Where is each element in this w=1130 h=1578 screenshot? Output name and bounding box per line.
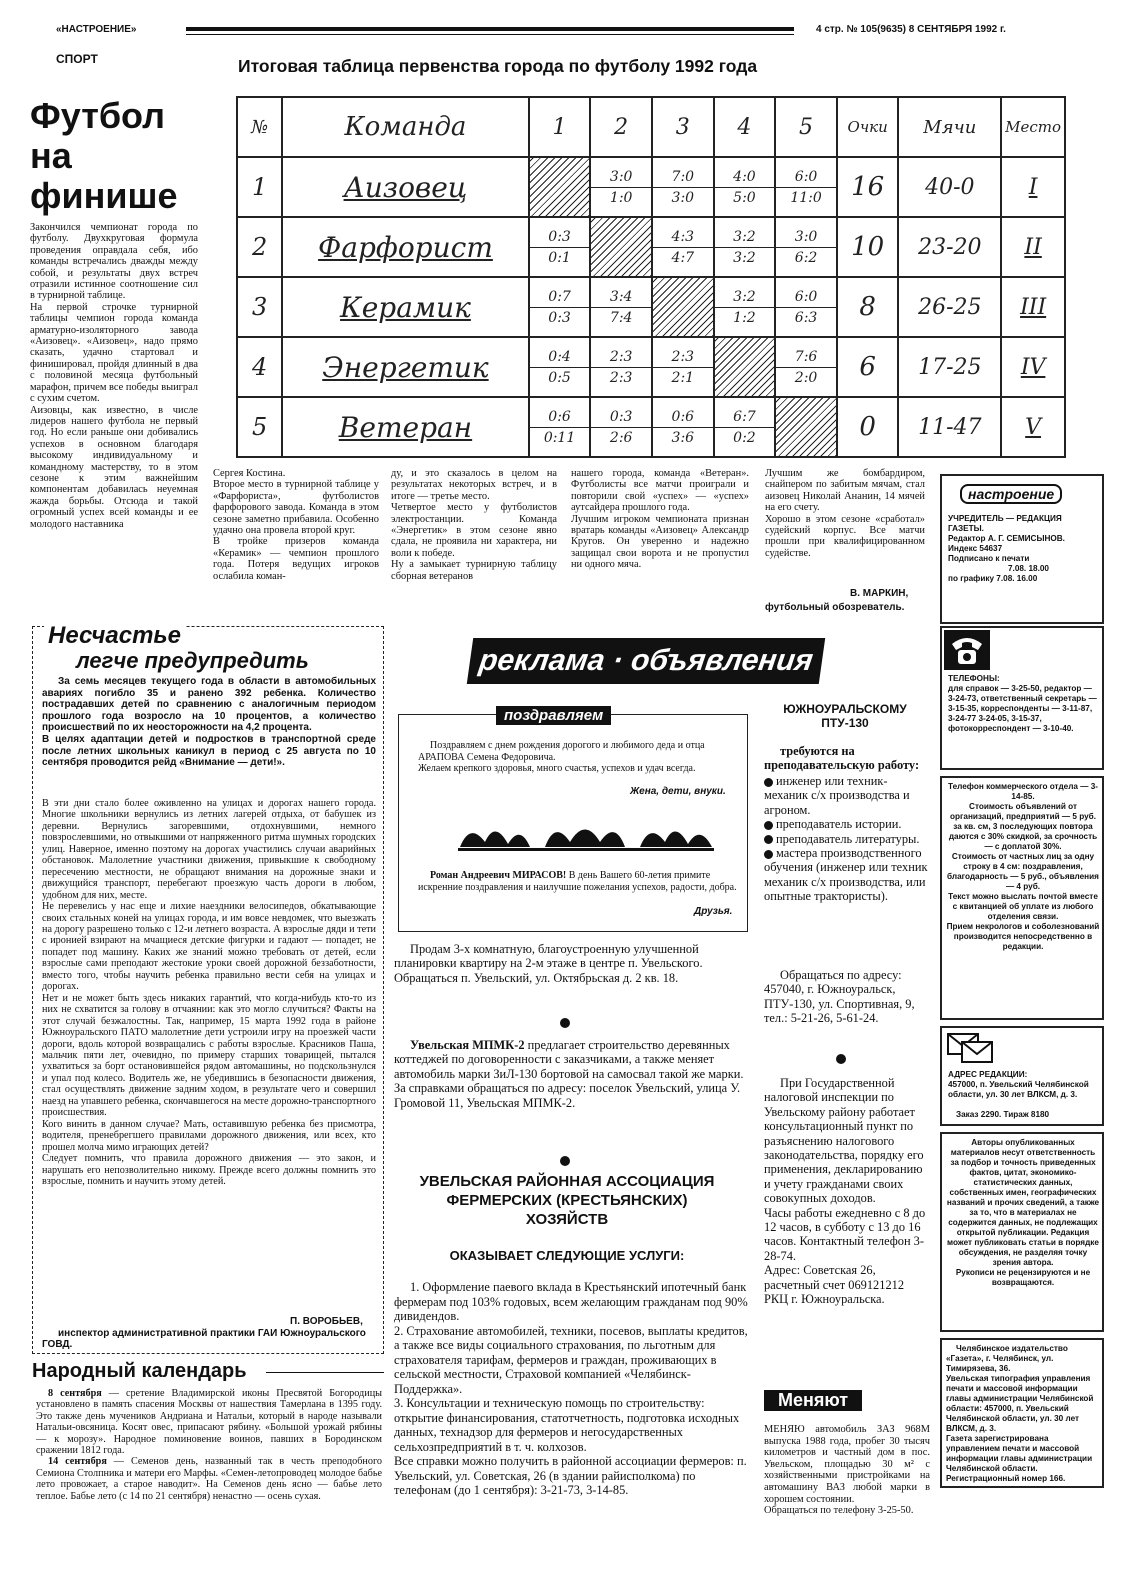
score-first-round: 0:4 — [530, 347, 590, 368]
score-cell — [652, 397, 714, 457]
score-cell — [590, 277, 652, 337]
score-second-round: 0:2 — [733, 429, 756, 446]
table-row — [237, 157, 1065, 217]
assoc-body: 1. Оформление паевого вклада в Крестьянский ипотечный банк фермерам под 103% годовых, всем желающим гражданам под 90% дивидендов. 2. Страхование автомобилей, техники, посевов, выплаты кредитов, а также все виды социального страхования, по льготным для страхователя тарифам, фермеров и граждан, проживающих в сельской местности, Страховой компанией «Челябинск-Поддержка». 3. Консультации и техническую помощь по строительству: открытие финансирования, статотчетность, подготовка исходных данных, технадзор для фермеров и негосударственных сельхозпредприятий в т. ч. колхозов. Все справки можно получить в районной ассоциации фермеров: п. Увельский, ул. Советская, 26 (в здании райисполкома) по телефонам (до 1 сентября): 3-21-73, 3-14-85. — [394, 1280, 748, 1497]
calendar-paragraph — [36, 1388, 382, 1456]
place-cell: II — [1001, 217, 1065, 277]
team-name: Энергетик — [282, 337, 529, 397]
list-item — [764, 774, 928, 817]
header-cell: 1 — [529, 97, 591, 157]
score-second-round: 6:2 — [794, 249, 818, 266]
score-second-round: 7:4 — [609, 309, 633, 326]
safety-author-role: инспектор административной практики ГАИ Южноуральского ГОВД. — [42, 1328, 366, 1350]
football-author: В. МАРКИН, — [850, 588, 909, 599]
score-first-round: 7:6 — [776, 347, 836, 368]
ptu-list — [764, 774, 928, 904]
score-second-round: 1:2 — [733, 309, 756, 326]
team-name: Ветеран — [282, 397, 529, 457]
safety-lead: За семь месяцев текущего года в области в автомобильных авариях погибло 35 и ранено 392 ребенка. Количество пострадавших детей по сравнению с аналогичным периодом прошлого года возросло на 10 процентов, а количество происшествий по их неосторожности на 4,2 процента. В целях адаптации детей и подростков в транспортной среде после летних школьных каникул в период с 25 августа по 10 сентября проводится рейд «Внимание — дети!». — [42, 676, 376, 769]
ad-flat: Продам 3-х комнатную, благоустроенную улучшенной планировки квартиру на 2-м этаже в центре п. Увельского. Обращаться п. Увельский, ул. Октябрьская д. 2 кв. 18. — [394, 942, 703, 985]
score-cell — [714, 397, 776, 457]
score-first-round: 3:0 — [776, 227, 836, 248]
score-first-round: 7:0 — [653, 167, 713, 188]
header-rule — [186, 27, 794, 31]
safety-headline: Несчастье — [44, 622, 185, 650]
score-second-round: 2:0 — [794, 369, 818, 386]
goals-cell: 23-20 — [898, 217, 1001, 277]
score-second-round: 0:5 — [548, 369, 571, 386]
points-cell: 0 — [837, 397, 899, 457]
bullet-icon — [764, 778, 773, 787]
header-rule-thin — [186, 34, 794, 35]
score-second-round: 3:2 — [733, 249, 756, 266]
safety-body: В эти дни стало более оживленно на улицах и дорогах нашего города. Многие школьники вернулись из летних лагерей отдыха, от бабушек из деревни. Вернулись загоревшими, отдохнувшими, немного повзрослевшими, но отвыкшими от напряженного ритма шумных городских улиц. Наверное, именно поэтому на дорогах участились случаи аварийных обстановок. Малолетние участники движения, привыкшие к свободному пересечению местности, не обращают внимания на дорожные знаки и движущийся транспорт, перебегают проезжую часть дороги в любом, удобном для них, месте. Не перевелись у нас еще и лихие наездники велосипедов, обкатывающие своих стальных коней на улицах города, и им вовсе невдомек, что выезжать на дорогу разрешено только с 12-и летнего возраста. А взрослые дяди и тети с иронией взирают на мчащиеся детские фигурки и гадают — попадет, не попадет под машину. Каких же знаний можно требовать от детей, если взрослые сами преподают жестокие уроки своей дорожной беззаботности, вместо того, чтобы научить ребенка правильно вести себя на улицах и дорогах. Нет и не может быть здесь никаких гарантий, что когда-нибудь кто-то из них не схватится за голову в отчаянии: как это могло случиться? Факты на этот случай безжалостны. Так, например, 15 марта 1992 года в районе Южноуральского ПАТО малолетние дети устроили игру на проезжей части дороги, вдоль которой возвращались с работы взрослые. Красников Паша, мальчик пяти лет, очевидно, по примеру старших товарищей, пытался ухватиться за борт остановившейся рядом автомашины, но подскользнулся и упал под колесо. Водитель же, не убедившись в безопасности движения, стал осуществлять движение задним ходом, в результате чего и совершил наезд на упавшего ребенка, скончавшегося на месте дорожно-транспортного происшествия. Кого винить в данном случае? Мать, оставившую ребенка без присмотра, водителя, пренебрегшего правилами дорожного движения, или всех, кто прошел молча мимо играющих детей? Следует помнить, что правила дорожного движения — это закон, и нарушать его непозволительно никому. Прежде всего должны помнить это взрослые, помнить и научить этому детей. — [42, 798, 376, 1187]
score-first-round: 3:4 — [591, 287, 651, 308]
score-second-round: 3:0 — [671, 189, 695, 206]
telephone-icon — [944, 630, 990, 670]
imprint — [948, 514, 1098, 584]
place-cell: IV — [1001, 337, 1065, 397]
row-number: 5 — [237, 397, 282, 457]
ads-banner-text: реклама · объявления — [477, 644, 816, 677]
header-cell: 5 — [775, 97, 837, 157]
score-second-round: 5:0 — [733, 189, 756, 206]
order-info: Заказ 2290. Тираж 8180 — [956, 1110, 1050, 1119]
list-item — [764, 817, 928, 831]
score-first-round: 0:3 — [530, 227, 590, 248]
score-second-round: 0:1 — [548, 249, 571, 266]
list-item — [764, 832, 928, 846]
greeting-1: Поздравляем с днем рождения дорогого и любимого деда и отца АРАПОВА Семена Федоровича. Желаем крепкого здоровья, много счастья, успехов и удач всегда. — [418, 740, 705, 774]
team-name: Фарфорист — [282, 217, 529, 277]
header-cell: 3 — [652, 97, 714, 157]
calendar-headline: Народный календарь — [32, 1360, 247, 1382]
score-second-round: 2:1 — [671, 369, 695, 386]
calendar-body — [36, 1388, 382, 1502]
diagonal-cell — [590, 217, 652, 277]
score-cell — [652, 337, 714, 397]
score-first-round: 4:3 — [653, 227, 713, 248]
diagonal-cell — [775, 397, 837, 457]
score-second-round: 11:0 — [790, 189, 822, 206]
points-cell: 8 — [837, 277, 899, 337]
ptu-address: Обращаться по адресу: 457040, г. Южноуральск, ПТУ-130, ул. Спортивная, 9, тел.: 5-21-26, 5-61-24. — [764, 968, 915, 1026]
greeting-2-text: В день Вашего 60-летия примите искренние поздравления и наилучшие пожелания успехов, радости, добра. — [418, 870, 737, 893]
score-first-round: 6:7 — [715, 407, 775, 428]
list-item-text: мастера производственного обучения (инженер или техник механик с/х производства, или опытные трактористы). — [764, 846, 928, 904]
score-second-round: 6:3 — [794, 309, 818, 326]
score-second-round: 3:6 — [671, 429, 695, 446]
calendar-text: — сретение Владимирской иконы Пресвятой Богородицы установлено в память спасения Москвы от нашествия Тамерлана в 1395 году. Это также день мучеников Андриана и Натальи, который в народе называли Натальи-овсяница. Косят овес, припасают рябину. «Большой урожай рябины — к морозу». Народное поминовение воинов, павших в Бородинском сражении 1812 года. — [36, 1388, 382, 1457]
calendar-date: 8 сентября — [48, 1388, 102, 1399]
article-text: Закончился чемпионат города по футболу. Двухкруговая формула проведения оправдала себя, ибо команды встречались дважды между собой, и результаты двух встреч отразили истинное соотношение сил в турнирной таблице. На первой строчке турнирной таблицы чемпион города команда арматурно-изоляторного завода «Аизовец». «Аизовец», надо прямо сказать, удачно стартовал и финишировал, пройдя длинный в два с половиной месяца футбольный марафон, причем все победы выиграл с сухим счетом. Аизовцы, как известно, в числе лидеров нашего футбола не первый год. Но если раньше они добивались успехов в основном благодаря высокому индивидуальному и командному мастерству, то в этом сезоне к этим важнейшим компонентам добавилась неуемная жажда борьбы. Отсюда и такой огромный успех всей команды и ее молодого наставника — [30, 222, 198, 530]
swap-title: Меняют — [764, 1390, 862, 1411]
score-first-round: 0:7 — [530, 287, 590, 308]
score-first-round: 3:2 — [715, 287, 775, 308]
goals-cell: 11-47 — [898, 397, 1001, 457]
header-cell: Место — [1001, 97, 1065, 157]
bullet-icon — [764, 835, 773, 844]
ptu-required — [764, 744, 928, 773]
diagonal-cell — [652, 277, 714, 337]
bullet-icon — [764, 821, 773, 830]
table-row — [237, 337, 1065, 397]
goals-cell: 26-25 — [898, 277, 1001, 337]
rubric-label: СПОРТ — [56, 52, 98, 66]
team-name: Керамик — [282, 277, 529, 337]
imprint-schedule: 7.08. 18.00 — [1008, 564, 1049, 573]
list-item-text: инженер или техник-механик с/х производства и агроном. — [764, 774, 910, 817]
article-text: Сергея Костина. Второе место в турнирной таблице у «Фарфориста», футболистов фарфорового завода. Команда в этом сезоне заметно прибавила. Особенно удачно она провела второй круг. В тройке призеров команда «Керамик» — чемпион прошлого года. Потеря ведущих игроков ослабила коман- — [213, 468, 379, 582]
diagonal-cell — [714, 337, 776, 397]
score-cell — [590, 397, 652, 457]
bullet-icon — [764, 850, 773, 859]
phones — [948, 674, 1098, 734]
football-col-4 — [571, 468, 749, 571]
table-row — [237, 217, 1065, 277]
football-col-1 — [30, 222, 198, 530]
score-cell — [775, 337, 837, 397]
goals-cell: 40-0 — [898, 157, 1001, 217]
calendar-date: 14 сентября — [48, 1456, 107, 1468]
points-cell: 6 — [837, 337, 899, 397]
article-text: Лучшим же бомбардиром, снайпером по забитым мячам, стал аизовец Николай Ананин, 14 мячей на его счету. Хорошо в этом сезоне «сработал» судейский корпус. Все матчи прошли при квалифицированном судействе. — [765, 468, 925, 559]
list-item-text: преподаватель литературы. — [776, 831, 920, 846]
swap-ad: МЕНЯЮ автомобиль ЗАЗ 968М выпуска 1988 года, пробег 30 тысяч километров и частный дом в пос. Увельском, площадью 30 м² с хозяйственными пристройками на автомашину ВАЗ любой марки в хорошем состоянии. Обращаться по телефону 3-25-50. — [764, 1424, 930, 1517]
score-first-round: 3:2 — [715, 227, 775, 248]
assoc-title: УВЕЛЬСКАЯ РАЙОННАЯ АССОЦИАЦИЯ ФЕРМЕРСКИХ (КРЕСТЬЯНСКИХ) ХОЗЯЙСТВ — [419, 1173, 715, 1228]
score-first-round: 0:3 — [591, 407, 651, 428]
header-cell: № — [237, 97, 282, 157]
commerce-info: Телефон коммерческого отдела — 3-14-85. Стоимость объявлений от организаций, предприятий — 5 руб. за кв. см, 3 последующих повтора даются с 30% скидкой, за срочность — с доплатой 30%. Стоимость от частных лиц за одну строку в 4 см: поздравления, благодарность — 5 руб., объявления — 4 руб. Текст можно выслать почтой вместе с квитанцией об уплате из любого отделения связи. Прием некрологов и соболезнований производится непосредственно в редакции. — [946, 782, 1100, 951]
print-info: Челябинское издательство «Газета», г. Челябинск, ул. Тимирязева, 36. Увельская типография управления печати и массовой информации главы администрации Челябинской области: 457000, п. Увельский Челябинской области, ул. 30 лет ВЛКСМ, д. 3. Газета зарегистрирована управлением печати и массовой информации главы администрации Челябинской области. Регистрационный номер 166. — [946, 1344, 1094, 1483]
article-text: ду, и это сказалось в целом на результатах некоторых встреч, и в итоге — третье место. Четвертое место у футболистов электростанции. Команда «Энергетик» в этом сезоне явно сдала, не проявила ни характера, ни воли к победе. Ну а замыкает турнирную таблицу сборная ветеранов — [391, 468, 557, 582]
score-first-round: 4:0 — [715, 167, 775, 188]
imprint-signed: Подписано к печати — [948, 554, 1030, 563]
score-first-round: 3:0 — [591, 167, 651, 188]
greeting-1-sign: Жена, дети, внуки. — [630, 786, 726, 797]
ornament-graphic — [450, 812, 740, 862]
header-cell: Мячи — [898, 97, 1001, 157]
calendar-rule — [266, 1372, 384, 1373]
score-first-round: 6:0 — [776, 167, 836, 188]
greeting-2 — [418, 870, 738, 893]
score-second-round: 2:3 — [609, 369, 633, 386]
issue-info: 4 стр. № 105(9635) 8 СЕНТЯБРЯ 1992 г. — [816, 24, 1006, 35]
score-cell — [775, 277, 837, 337]
greeting-2-sign: Друзья. — [694, 906, 733, 917]
table-row — [237, 277, 1065, 337]
place-cell: III — [1001, 277, 1065, 337]
paper-logo: настроение — [960, 484, 1062, 504]
authors-note: Авторы опубликованных материалов несут ответственность за подбор и точность приведенных фактов, цитат, экономико-статистических данных, собственных имен, географических названий и прочих сведений, а также за то, что в материалах не содержится данных, не подлежащих открытой публикации. Редакция может публиковать статьи в порядке обсуждения, не разделяя точку зрения автора. Рукописи не рецензируются и не возвращаются. — [946, 1138, 1100, 1287]
separator-dot — [560, 1156, 570, 1166]
score-cell — [590, 157, 652, 217]
score-cell — [652, 157, 714, 217]
score-cell — [529, 337, 591, 397]
greeting-2-name: Роман Андреевич МИРАСОВ! — [430, 870, 567, 881]
address-title: АДРЕС РЕДАКЦИИ: — [948, 1070, 1028, 1079]
calendar-text: — Семенов день, названный так в честь преподобного Семиона Столпника и матери его Марфы. «Семен-летопроводец молодое бабье лето провожает, а старое наводит». На Семенов день ясно — бабье лето теплое. Бабье лето (с 14 по 21 сентября) ненастно — осень сухая. — [36, 1456, 382, 1502]
address — [948, 1070, 1100, 1100]
ptu-title: ЮЖНОУРАЛЬСКОМУ ПТУ-130 — [783, 702, 907, 730]
list-item-text: преподаватель истории. — [776, 817, 902, 832]
ad-mpmk-name: Увельская МПМК-2 — [410, 1038, 525, 1052]
calendar-paragraph — [36, 1456, 382, 1502]
table-row — [237, 397, 1065, 457]
header-cell: 4 — [714, 97, 776, 157]
separator-dot — [836, 1054, 846, 1064]
header-cell: Очки — [837, 97, 899, 157]
score-cell — [529, 217, 591, 277]
football-col-5 — [765, 468, 925, 559]
score-cell — [714, 157, 776, 217]
score-cell — [775, 157, 837, 217]
address-text: 457000, п. Увельский Челябинской области, ул. 30 лет ВЛКСМ, д. 3. — [948, 1080, 1089, 1099]
score-second-round: 2:6 — [609, 429, 633, 446]
score-first-round: 6:0 — [776, 287, 836, 308]
row-number: 2 — [237, 217, 282, 277]
article-text: нашего города, команда «Ветеран». Футболисты все матчи проиграли и повторили свой «успех» — «успех» аутсайдера прошлого года. Лучшим игроком чемпионата признан вратарь команды «Аизовец» Александр Кругов. Он уверенно и надежно защищал свои ворота и не пропустил ни одного мяча. — [571, 468, 749, 571]
envelope-icon — [946, 1030, 994, 1064]
greetings-label: поздравляем — [496, 706, 611, 725]
imprint-index: Индекс 54637 — [948, 544, 1003, 553]
imprint-founder: УЧРЕДИТЕЛЬ — РЕДАКЦИЯ ГАЗЕТЫ. — [948, 514, 1062, 533]
header-cell: Команда — [282, 97, 529, 157]
football-col-3 — [391, 468, 557, 582]
phones-text: для справок — 3-25-50, редактор — 3-24-73, ответственный секретарь — 3-15-35, корреспонденты — 3-11-87, 3-24-77 3-24-05, 3-15-37, фотокорреспондент — 3-10-40. — [948, 684, 1097, 733]
score-first-round: 2:3 — [653, 347, 713, 368]
football-headline: Футбол на финише — [30, 95, 178, 216]
score-cell — [590, 337, 652, 397]
football-col-2 — [213, 468, 379, 582]
imprint-editor: Редактор А. Г. СЕМИСЫНОВ. — [948, 534, 1065, 543]
row-number: 4 — [237, 337, 282, 397]
score-cell — [529, 397, 591, 457]
assoc-subtitle: ОКАЗЫВАЕТ СЛЕДУЮЩИЕ УСЛУГИ: — [449, 1248, 685, 1263]
masthead-paper-name: «НАСТРОЕНИЕ» — [56, 24, 137, 35]
football-results-table — [236, 96, 1066, 458]
ptu-required-text: требуются на преподавательскую работу: — [764, 744, 920, 773]
points-cell: 10 — [837, 217, 899, 277]
score-first-round: 0:6 — [530, 407, 590, 428]
score-cell — [775, 217, 837, 277]
phones-title: ТЕЛЕФОНЫ: — [948, 674, 1000, 683]
place-cell: I — [1001, 157, 1065, 217]
table-header-row — [237, 97, 1065, 157]
score-cell — [714, 277, 776, 337]
score-first-round: 0:6 — [653, 407, 713, 428]
score-first-round: 2:3 — [591, 347, 651, 368]
list-item — [764, 846, 928, 904]
ads-banner — [467, 638, 825, 684]
points-cell: 16 — [837, 157, 899, 217]
score-cell — [652, 217, 714, 277]
ad-mpmk — [394, 1038, 748, 1110]
team-name: Аизовец — [282, 157, 529, 217]
score-cell — [714, 217, 776, 277]
row-number: 1 — [237, 157, 282, 217]
diagonal-cell — [529, 157, 591, 217]
score-cell — [529, 277, 591, 337]
tax-ad: При Государственной налоговой инспекции по Увельскому району работает консультационный пункт по разъяснению налогового законодательства, порядку его применения, декларированию и учету гражданами своих совокупных доходов. Часы работы ежедневно с 8 до 12 часов, в субботу с 13 до 16 часов. Контактный телефон 3-28-74. Адрес: Советская 26, расчетный счет 069121212 РКЦ г. Южноуральска. — [764, 1076, 926, 1307]
score-second-round: 4:7 — [671, 249, 695, 266]
safety-author: П. ВОРОБЬЕВ, — [290, 1316, 363, 1327]
row-number: 3 — [237, 277, 282, 337]
football-table-title: Итоговая таблица первенства города по футболу 1992 года — [238, 56, 758, 76]
header-cell: 2 — [590, 97, 652, 157]
goals-cell: 17-25 — [898, 337, 1001, 397]
imprint-schedule-2: по графику 7.08. 16.00 — [948, 574, 1038, 583]
score-second-round: 0:3 — [548, 309, 571, 326]
safety-headline-2: легче предупредить — [76, 648, 309, 673]
ad-mpmk-text: предлагает строительство деревянных коттеджей по договоренности с заказчиками, а также меняет автомобиль марки ЗиЛ-130 бортовой на самосвал такой же марки. За справками обращаться по адресу: поселок Увельский, улица У. Громовой 11, Увельская МПМК-2. — [394, 1038, 744, 1110]
score-second-round: 0:11 — [543, 429, 576, 446]
separator-dot — [560, 1018, 570, 1028]
score-second-round: 1:0 — [609, 189, 633, 206]
place-cell: V — [1001, 397, 1065, 457]
football-author-role: футбольный обозреватель. — [765, 602, 905, 613]
